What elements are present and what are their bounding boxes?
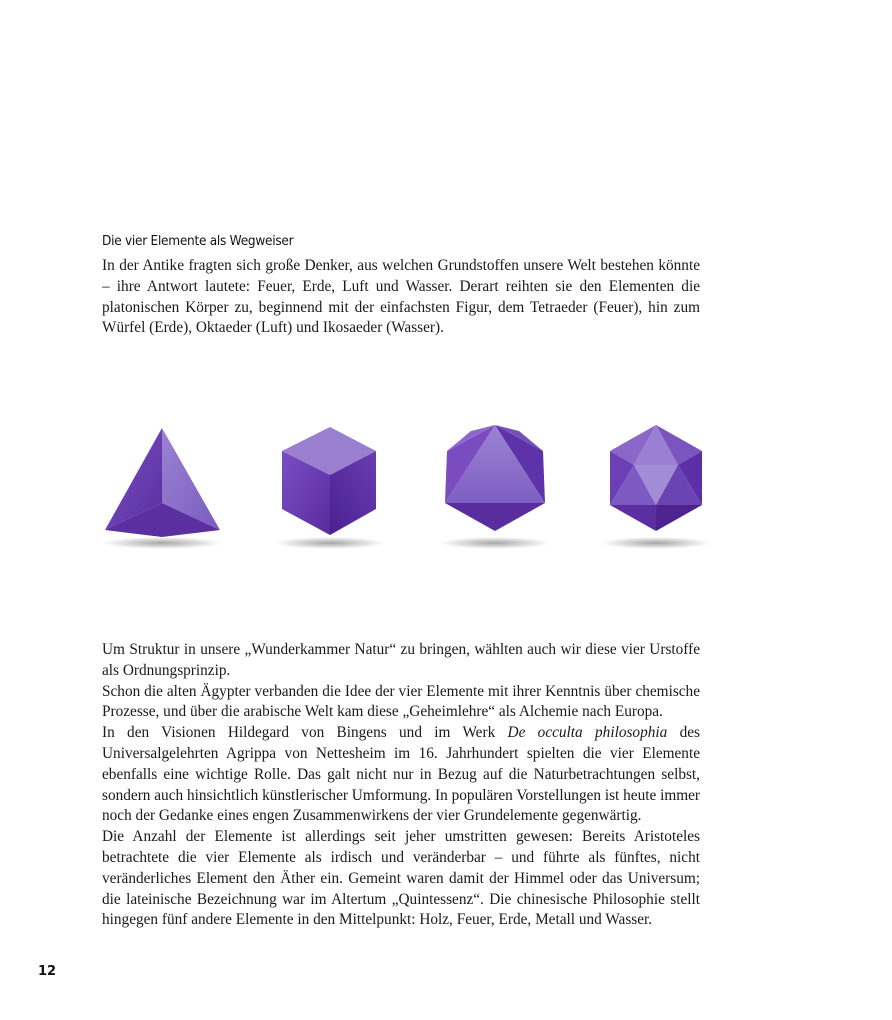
icosahedron-icon <box>600 421 730 551</box>
cube-icon <box>270 421 400 551</box>
page-number: 12 <box>38 964 57 979</box>
tetrahedron-icon <box>100 425 240 550</box>
intro-paragraph <box>102 256 700 339</box>
intro-text: In der Antike fragten sich große Denker, aus welchen Grundstoffen unsere Welt bestehen könnte – ihre Antwort lautete: Feuer, Erde, Luft und Wasser. Derart reihten sie den Elementen die platonischen Körper zu, beginnend mit der einfachsten Figur, dem Tetraeder (Feuer), hin zum Würfel (Erde), Oktaeder (Luft) und Ikosaeder (Wasser). <box>102 257 700 337</box>
body-paragraph-3 <box>102 723 700 827</box>
body-paragraph-2: Schon die alten Ägypter verbanden die Idee der vier Elemente mit ihrer Kenntnis über chemische Prozesse, und über die arabische Welt kam diese „Geheimlehre“ als Alchemie nach Europa. <box>102 682 700 721</box>
body-paragraph-3-end: des Universalgelehrten Agrippa von Nettesheim im 16. Jahrhundert spielten die vier Elemente ebenfalls eine wichtige Rolle. Das galt nicht nur in Bezug auf die Naturbetrachtungen selbst, sondern auch hinsichtlich künstlerischer Umformung. In populären Vorstellungen ist heute immer noch der Gedanke eines engen Zusammenwirkens der vier Grundelemente gegenwärtig. <box>102 724 701 825</box>
body-paragraph-1: Um Struktur in unsere „Wunderkammer Natur“ zu bringen, wählten auch wir diese vier Urstoffe als Ordnungsprinzip. <box>102 641 700 679</box>
body-text <box>102 640 700 931</box>
book-title: De occulta philosophia <box>507 724 668 742</box>
octahedron-icon <box>435 421 565 551</box>
platonic-solids-illustration <box>70 415 770 555</box>
body-paragraph-4: Die Anzahl der Elemente ist allerdings seit jeher umstritten gewesen: Bereits Aristoteles betrachtete die vier Elemente als irdisch und veränderbar – und führte als fünftes, nicht veränderliches Element den Äther ein. Gemeint waren damit der Himmel oder das Universum; die lateinische Bezeichnung war im Altertum „Quintessenz“. Die chinesische Philosophie stellt hingegen fünf andere Elemente in den Mittelpunkt: Holz, Feuer, Erde, Metall und Wasser. <box>102 828 700 929</box>
body-paragraph-3-start: In den Visionen Hildegard von Bingens und im Werk <box>102 724 508 742</box>
section-title: Die vier Elemente als Wegweiser <box>102 233 294 249</box>
